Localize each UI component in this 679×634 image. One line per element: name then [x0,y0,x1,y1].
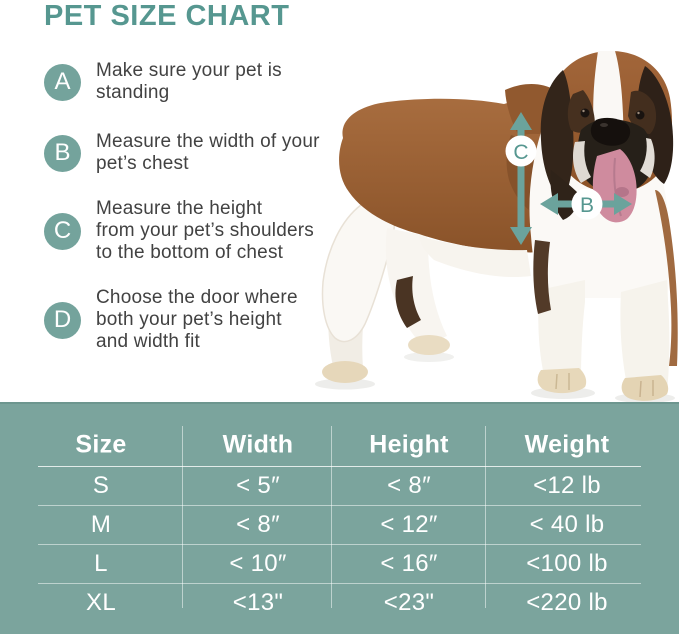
step-a-badge: A [44,64,81,101]
cell-m-width: < 8″ [236,511,280,538]
size-table [0,402,679,634]
page-title: PET SIZE CHART [44,0,290,32]
header-size: Size [75,430,127,459]
dog-front-far-paw [538,368,587,393]
paw-shadows [315,352,675,402]
dog-eye-right [636,111,645,120]
step-c-line-2: from your pet’s shoulders [96,220,314,241]
step-d-line-3: and width fit [96,331,200,352]
cell-s-weight: <12 lb [533,472,601,499]
cell-xl-height: <23" [383,589,435,616]
dog-illustration [279,40,679,402]
table-divider-vertical-3 [485,426,486,608]
height-label: C [513,141,529,164]
table-row-divider-2 [38,544,641,545]
table-row-divider-3 [38,583,641,584]
step-b-badge: B [44,135,81,172]
cell-m-size: M [90,511,112,538]
cell-xl-size: XL [86,589,116,616]
cell-xl-width: <13" [232,589,284,616]
dog-front-near-paw [622,375,669,401]
dog-eye-glint-2 [637,112,639,114]
cell-s-height: < 8″ [387,472,431,499]
cell-s-width: < 5″ [236,472,280,499]
header-weight: Weight [524,430,610,459]
width-label: B [579,194,595,217]
header-height: Height [369,430,449,459]
step-d-text [96,287,298,353]
dog-eye-glint [582,110,584,112]
cell-m-height: < 12″ [380,511,438,538]
table-divider-vertical-1 [182,426,183,608]
step-d-line-1: Choose the door where [96,287,298,308]
step-c-line-3: to the bottom of chest [96,242,284,263]
table-divider-vertical-2 [331,426,332,608]
cell-l-width: < 10″ [229,550,287,577]
dog-eye-left [581,109,590,118]
dog-rear-near-paw [408,335,450,355]
cell-s-size: S [92,472,110,499]
cell-l-height: < 16″ [380,550,438,577]
step-d-badge: D [44,302,81,339]
cell-l-size: L [94,550,108,577]
dog-tail [323,205,396,342]
step-c-line-1: Measure the height [96,198,263,219]
step-a-line-1: Make sure your pet is [96,60,282,81]
step-a [44,60,282,104]
cell-m-weight: < 40 lb [529,511,605,538]
step-d [44,287,298,353]
cell-l-weight: <100 lb [526,550,608,577]
dog-front-near-leg [620,280,669,392]
step-a-line-2: standing [96,82,170,103]
table-header-divider [38,466,641,467]
table-row-divider-1 [38,505,641,506]
dog-nose-highlight [600,123,608,127]
cell-xl-weight: <220 lb [526,589,608,616]
step-a-text [96,60,282,104]
dog-rear-far-paw [322,361,368,383]
step-b-line-2: pet’s chest [96,153,189,174]
step-d-line-2: both your pet’s height [96,309,282,330]
step-c [44,198,314,264]
step-c-badge: C [44,213,81,250]
header-width: Width [222,430,294,459]
step-b-line-1: Measure the width of your [96,131,320,152]
